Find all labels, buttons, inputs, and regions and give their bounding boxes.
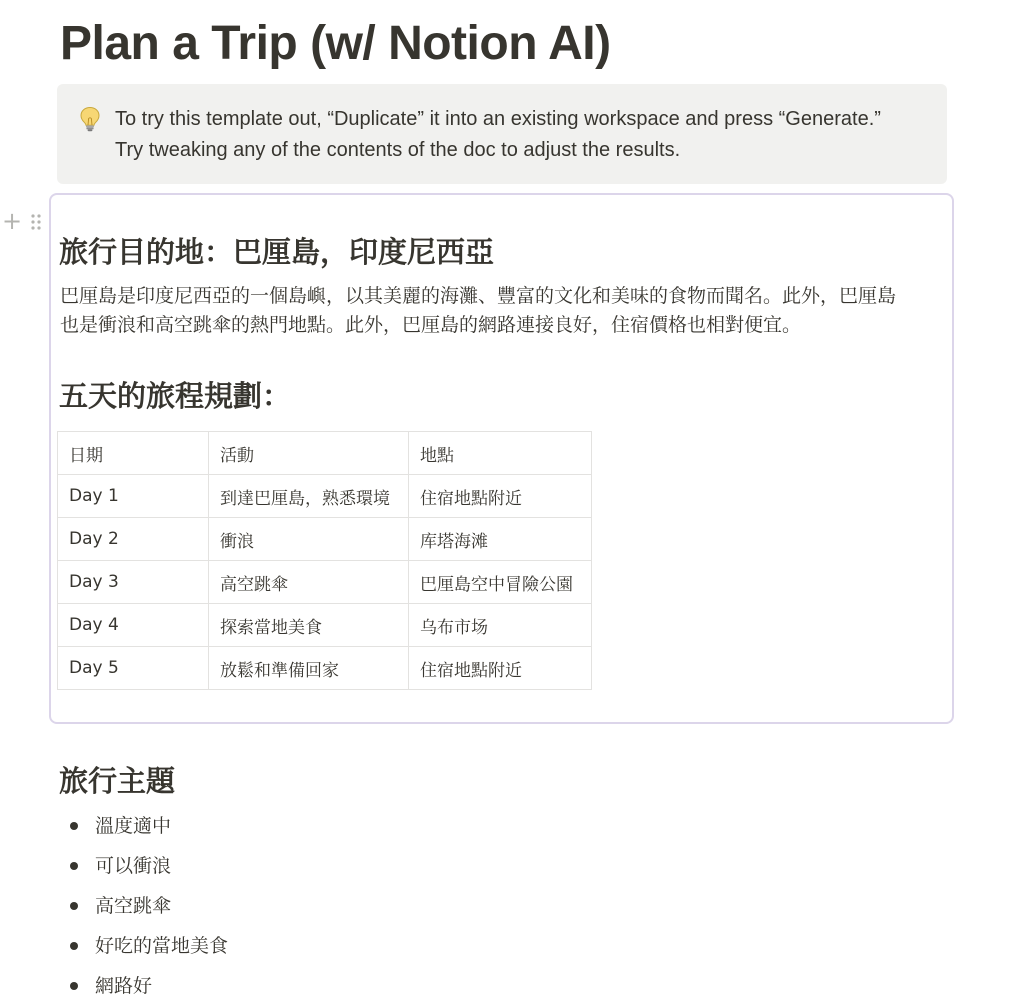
itinerary-table [57,431,592,690]
table-cell[interactable]: 库塔海滩 [409,518,592,561]
list-item-label: 溫度適中 [95,815,172,837]
template-callout [57,84,947,184]
list-item-label: 好吃的當地美食 [95,935,229,957]
list-item[interactable] [60,846,228,886]
lightbulb-icon [79,106,101,132]
drag-handle-icon[interactable] [30,212,42,232]
list-item[interactable] [60,926,228,966]
destination-heading: 旅行目的地：巴厘島，印度尼西亞 [59,235,495,269]
table-header-row [58,432,592,475]
themes-list [60,806,228,1006]
themes-heading: 旅行主題 [59,764,176,798]
list-item-label: 可以衝浪 [95,855,172,877]
bullet-icon [70,942,78,950]
table-cell[interactable]: 到達巴厘島，熟悉環境 [209,475,409,518]
list-item[interactable] [60,806,228,846]
list-item[interactable] [60,966,228,1006]
table-cell[interactable]: Day 3 [58,561,209,604]
description-line: 巴厘島是印度尼西亞的一個島嶼，以其美麗的海灘、豐富的文化和美味的食物而聞名。此外，巴厘島 [60,285,897,307]
table-row [58,475,592,518]
list-item-label: 網路好 [95,975,153,997]
plus-icon[interactable]: + [2,207,23,235]
bullet-icon [70,982,78,990]
table-header-cell[interactable]: 日期 [58,432,209,475]
destination-description [60,282,950,340]
table-cell[interactable]: Day 5 [58,647,209,690]
description-line: 也是衝浪和高空跳傘的熱門地點。此外，巴厘島的網路連接良好，住宿價格也相對便宜。 [60,314,802,336]
table-row [58,518,592,561]
list-item[interactable] [60,886,228,926]
block-handles [0,208,48,236]
bullet-icon [70,822,78,830]
table-header-cell[interactable]: 活動 [209,432,409,475]
table-cell[interactable]: 衝浪 [209,518,409,561]
itinerary-heading: 五天的旅程規劃： [59,379,292,413]
table-cell[interactable]: 乌布市场 [409,604,592,647]
table-header-cell[interactable]: 地點 [409,432,592,475]
bullet-icon [70,902,78,910]
table-row [58,647,592,690]
table-cell[interactable]: 巴厘島空中冒險公園 [409,561,592,604]
table-cell[interactable]: Day 2 [58,518,209,561]
table-cell[interactable]: 探索當地美食 [209,604,409,647]
callout-text-line: To try this template out, “Duplicate” it into an existing workspace and press “Generate.” [115,108,881,130]
table-cell[interactable]: Day 4 [58,604,209,647]
table-cell[interactable]: 放鬆和準備回家 [209,647,409,690]
table-cell[interactable]: 住宿地點附近 [409,475,592,518]
list-item-label: 高空跳傘 [95,895,172,917]
table-cell[interactable]: 住宿地點附近 [409,647,592,690]
bullet-icon [70,862,78,870]
table-cell[interactable]: 高空跳傘 [209,561,409,604]
callout-text-line: Try tweaking any of the contents of the doc to adjust the results. [115,139,681,161]
page-title: Plan a Trip (w/ Notion AI) [60,17,611,70]
table-cell[interactable]: Day 1 [58,475,209,518]
table-row [58,604,592,647]
table-row [58,561,592,604]
